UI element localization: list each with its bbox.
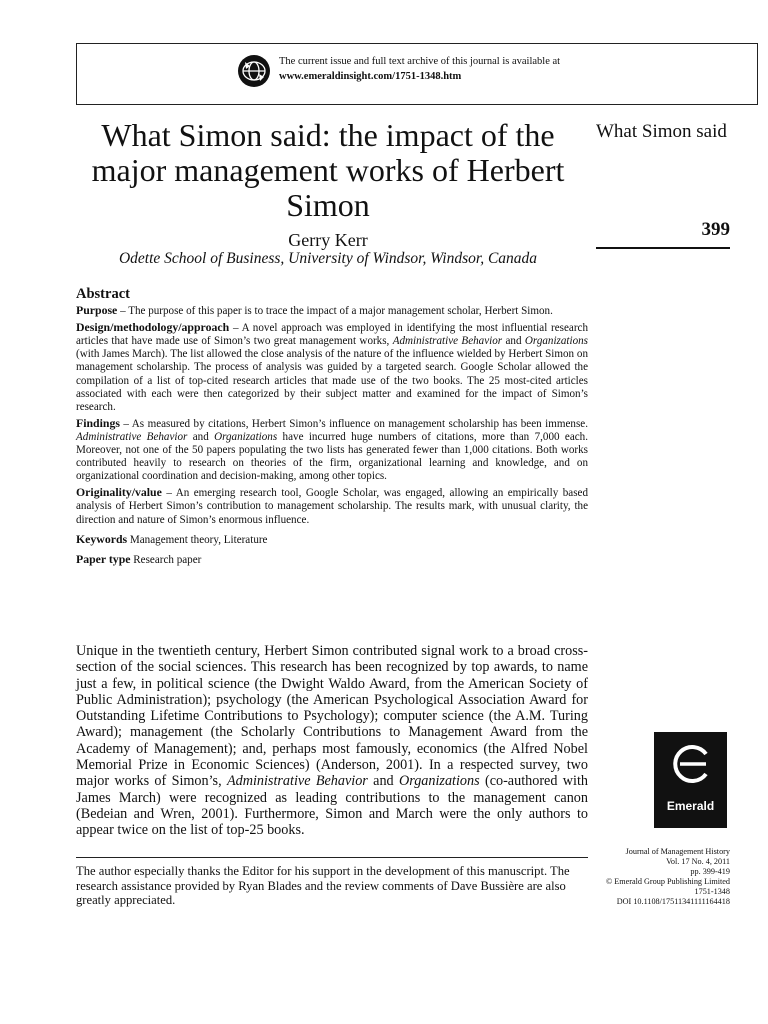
author-affiliation: Odette School of Business, University of Windsor, Windsor, Canada [118,250,538,267]
abstract-purpose [76,304,588,318]
design-label: Design/methodology/approach [76,320,230,335]
paper-type-text: Research paper [130,553,202,566]
author-name: Gerry Kerr [288,230,368,250]
purpose-text: – The purpose of this paper is to trace the impact of a major management scholar, Herbert Simon. [117,305,553,318]
body-book-title: Organizations [398,773,480,790]
journal-issn: 1751-1348 [694,887,730,896]
purpose-label: Purpose [76,303,118,318]
journal-copyright: © Emerald Group Publishing Limited [605,877,730,886]
body-book-title: Administrative Behavior [226,773,368,790]
page-number: 399 [596,219,730,249]
article-title: What Simon said: the impact of the major management works of Herbert Simon [91,117,565,223]
emerald-logo-text: Emerald [666,799,715,813]
body-paragraph [76,643,588,839]
body-text: and [367,773,399,790]
abstract-section [76,288,588,570]
banner-line: The current issue and full text archive of this journal is available at [279,56,561,67]
findings-text: and [187,430,215,443]
findings-text: have incurred huge numbers of citations, more than 7,000 each. Moreover, not one of the 50 papers populating the two lists has generated fewer than 1,000 citations. Both works contributed heavily to research on theories of the firm, organizational learning and knowledge, and on organizational coordination and decision-making, among other topics. [76,430,588,483]
abstract-design [76,321,588,414]
abstract-findings [76,417,588,483]
journal-pages: pp. 399-419 [690,867,730,876]
originality-text: – An emerging research tool, Google Scholar, was engaged, allowing an empirically based analysis of Herbert Simon’s contribution to management scholarship. The results mark, with unusual clarity, the direction and nature of Simon’s enormous influence. [76,487,588,526]
findings-book-title: Administrative Behavior [76,430,188,443]
banner-text [279,54,560,84]
journal-availability-banner [76,43,758,105]
design-text: (with James March). The list allowed the close analysis of the nature of the influence wielded by Herbert Simon on management scholarship. The process of analysis was guided by a targeted search. Google Scholar allowed the compilation of a list of top-cited research articles that made use of the two books. The 25 most-cited articles associated with each were then categorized by their subject matter and examined for the impact of Simon’s research. [76,348,588,413]
paper-type-label: Paper type [76,551,131,566]
abstract-originality [76,486,588,526]
abstract-heading: Abstract [76,286,130,302]
footnote-divider [76,857,588,858]
design-book-title: Organizations [524,335,589,348]
abstract-keywords [76,533,588,547]
keywords-label: Keywords [76,531,128,546]
globe-icon [237,54,271,88]
design-book-title: Administrative Behavior [392,335,503,348]
keywords-text: Management theory, Literature [127,533,268,546]
abstract-paper-type [76,553,588,567]
journal-doi: DOI 10.1108/17511341111164418 [616,897,730,906]
body-text: Unique in the twentieth century, Herbert Simon contributed signal work to a broad cross-section of the social sciences. This research has been recognized by top awards, to name just a few, in political science (the Dwight Waldo Award, from the American Society of Public Administration); psychology (the American Psychological Association Award for Outstanding Lifetime Contributions to Psychology); computer science (the A.M. Turing Award); management (the Scholarly Contributions to Management Award from the Academy of Management); and, perhaps most famously, economics (the Alfred Nobel Memorial Prize in Economic Sciences) (Anderson, 2001). In a respected survey, two major works of Simon’s, [76,643,588,790]
journal-name: Journal of Management History [625,847,730,856]
emerald-logo [654,732,727,828]
originality-label: Originality/value [76,485,162,500]
body-text: (co-authored with James March) were recognized as leading contributions to the management canon (Bedeian and Wren, 2001). Furthermore, Simon and March were the only authors to appear twice on the list of top-25 books. [76,773,588,839]
design-text: – A novel approach was employed in identifying the most influential research articles that have made use of Simon’s two great management works, [76,322,588,348]
findings-book-title: Organizations [214,430,278,443]
journal-info [592,847,730,907]
emerald-logo-icon [654,732,727,796]
design-text: and [502,335,525,348]
banner-url-link[interactable]: www.emeraldinsight.com/1751-1348.htm [279,71,462,82]
journal-volume: Vol. 17 No. 4, 2011 [666,857,730,866]
findings-text: – As measured by citations, Herbert Simon’s influence on management scholarship has been immense. [119,417,588,430]
running-head: What Simon said [596,121,727,142]
acknowledgement-footnote: The author especially thanks the Editor for his support in the development of this manuscript. The research assistance provided by Ryan Blades and the review comments of Dave Bussière are also greatly appreciated. [76,864,570,908]
findings-label: Findings [76,415,120,430]
